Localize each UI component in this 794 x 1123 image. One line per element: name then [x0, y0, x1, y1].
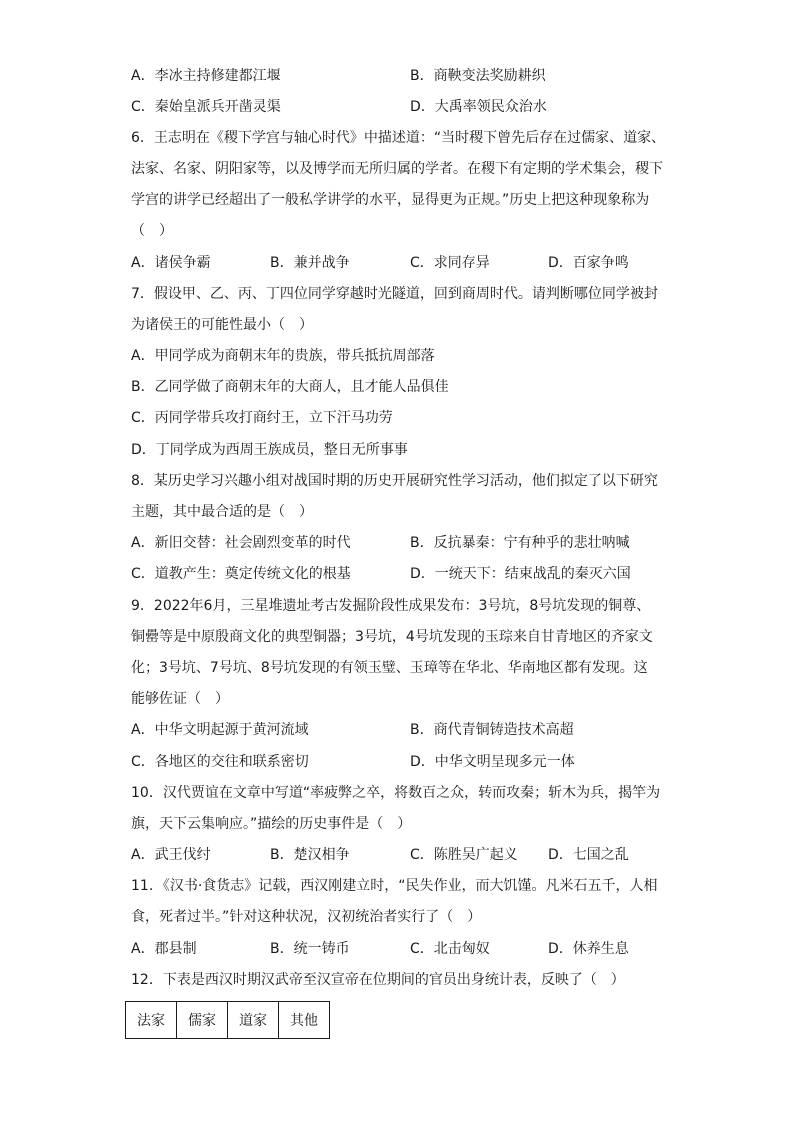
q10-option-a: A．武王伐纣 [131, 847, 211, 863]
q5-option-c: C．秦始皇派兵开凿灵渠 [131, 99, 281, 115]
q6-text-line: 法家、名家、阴阳家等，以及博学而无所归属的学者。在稷下有定期的学术集会，稷下 [131, 161, 663, 177]
q5-option-d: D．大禹率领民众治水 [410, 99, 547, 115]
q7-text-line: 7．假设甲、乙、丙、丁四位同学穿越时光隧道，回到商周时代。请判断哪位同学被封 [131, 286, 658, 302]
q11-text-line: 食，死者过半。”针对这种状况，汉初统治者实行了（ ） [131, 909, 482, 925]
q6-option-b: B．兼并战争 [270, 255, 350, 271]
q10-text-line: 旗，天下云集响应。”描绘的历史事件是（ ） [131, 816, 412, 832]
q8-option-c: C．道教产生：奠定传统文化的根基 [131, 566, 351, 582]
q11-option-d: D．休养生息 [548, 941, 629, 957]
table-header-cell: 法家 [126, 1002, 177, 1039]
q6-option-a: A．诸侯争霸 [131, 255, 211, 271]
q12-text-line: 12．下表是西汉时期汉武帝至汉宣帝在位期间的官员出身统计表，反映了（ ） [131, 972, 625, 988]
q7-option-c: C．丙同学带兵攻打商纣王，立下汗马功劳 [131, 410, 393, 426]
table-header-cell: 道家 [228, 1002, 279, 1039]
q11-option-a: A．郡县制 [131, 941, 197, 957]
q7-text-line: 为诸侯王的可能性最小（ ） [131, 317, 313, 333]
q8-option-b: B．反抗暴秦：宁有种乎的悲壮呐喊 [410, 535, 630, 551]
table-row [126, 1002, 330, 1039]
q7-option-b: B．乙同学做了商朝末年的大商人，且才能人品俱佳 [131, 379, 449, 395]
q6-text-line: （ ） [131, 223, 173, 239]
q8-text-line: 8．某历史学习兴趣小组对战国时期的历史开展研究性学习活动，他们拟定了以下研究 [131, 473, 658, 489]
q7-option-a: A．甲同学成为商朝末年的贵族，带兵抵抗周部落 [131, 348, 435, 364]
q5-option-a: A．李冰主持修建都江堰 [131, 68, 281, 84]
q6-text-line: 6．王志明在《稷下学宫与轴心时代》中描述道：“当时稷下曾先后存在过儒家、道家、 [131, 130, 666, 146]
q9-option-d: D．中华文明呈现多元一体 [410, 754, 575, 770]
q11-option-c: C．北击匈奴 [410, 941, 490, 957]
q10-option-c: C．陈胜吴广起义 [410, 847, 518, 863]
q9-option-c: C．各地区的交往和联系密切 [131, 754, 309, 770]
table-header-cell: 其他 [279, 1002, 330, 1039]
table-header-cell: 儒家 [177, 1002, 228, 1039]
q9-text-line: 9．2022年6月，三星堆遗址考古发掘阶段性成果发布：3号坑，8号坑发现的铜尊、 [131, 598, 651, 614]
official-origin-table [125, 1001, 330, 1039]
q9-option-b: B．商代青铜铸造技术高超 [410, 722, 574, 738]
q8-option-d: D．一统天下：结束战乱的秦灭六国 [410, 566, 631, 582]
q9-text-line: 铜罍等是中原殷商文化的典型铜器；3号坑，4号坑发现的玉琮来自甘青地区的齐家文 [131, 629, 653, 645]
q9-text-line: 化；3号坑、7号坑、8号坑发现的有领玉璧、玉璋等在华北、华南地区都有发现。这 [131, 660, 648, 676]
q11-text-line: 11．《汉书·食货志》记载，西汉刚建立时，“民失作业，而大饥馑。凡米石五千，人相 [131, 878, 658, 894]
q7-option-d: D．丁同学成为西周王族成员，整日无所事事 [131, 442, 408, 458]
q10-option-d: D．七国之乱 [548, 847, 629, 863]
q8-option-a: A．新旧交替：社会剧烈变革的时代 [131, 535, 351, 551]
q6-text-line: 学宫的讲学已经超出了一般私学讲学的水平，显得更为正规。”历史上把这种现象称为 [131, 192, 650, 208]
q6-option-d: D．百家争鸣 [548, 255, 629, 271]
q11-option-b: B．统一铸币 [270, 941, 350, 957]
q10-option-b: B．楚汉相争 [270, 847, 350, 863]
q9-option-a: A．中华文明起源于黄河流域 [131, 722, 309, 738]
q6-option-c: C．求同存异 [410, 255, 490, 271]
q9-text-line: 能够佐证（ ） [131, 691, 229, 707]
q8-text-line: 主题，其中最合适的是（ ） [131, 504, 313, 520]
q5-option-b: B．商鞅变法奖励耕织 [410, 68, 546, 84]
q10-text-line: 10．汉代贾谊在文章中写道“率疲弊之卒，将数百之众，转而攻秦；斩木为兵，揭竿为 [131, 785, 661, 801]
